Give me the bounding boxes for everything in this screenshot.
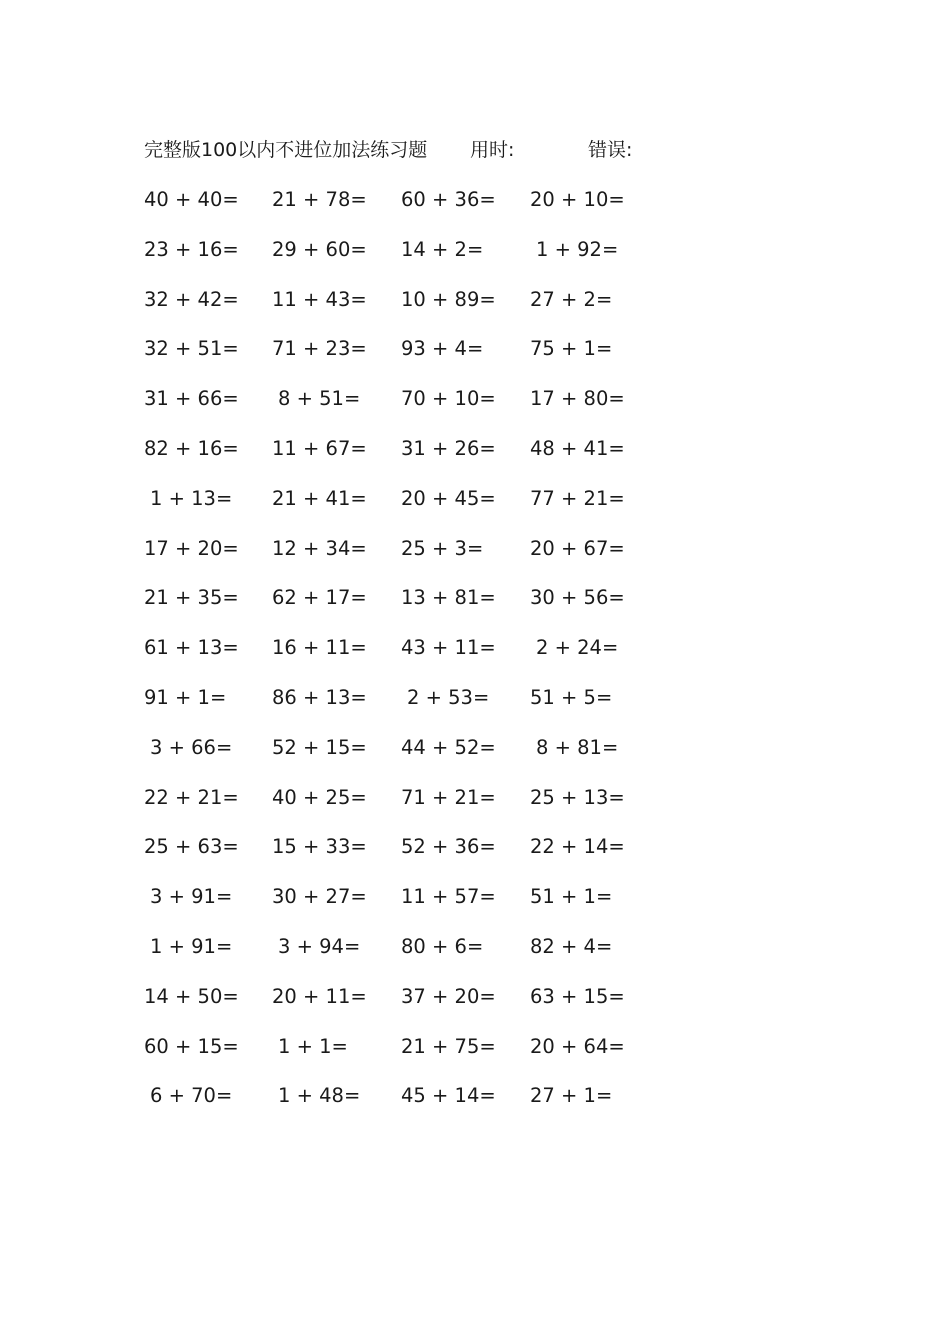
problem-item: 3 + 66= [150, 735, 233, 759]
problem-item: 27 + 1= [530, 1084, 613, 1108]
problem-item: 91 + 1= [144, 685, 227, 709]
worksheet-header [144, 136, 704, 164]
problem-item: 31 + 66= [144, 387, 239, 411]
problem-item: 51 + 1= [530, 885, 613, 909]
problem-item: 1 + 91= [150, 934, 233, 958]
problem-item: 2 + 24= [536, 636, 619, 660]
problem-item: 12 + 34= [272, 536, 367, 560]
problem-row [0, 235, 950, 285]
problem-row [0, 384, 950, 434]
problem-row [0, 185, 950, 235]
problem-item: 22 + 21= [144, 785, 239, 809]
problem-row [0, 783, 950, 833]
problem-item: 23 + 16= [144, 237, 239, 261]
problem-row [0, 932, 950, 982]
problem-item: 52 + 36= [401, 835, 496, 859]
problem-item: 1 + 13= [150, 486, 233, 510]
problem-item: 20 + 67= [530, 536, 625, 560]
problem-item: 32 + 51= [144, 337, 239, 361]
problem-item: 1 + 92= [536, 237, 619, 261]
problem-row [0, 633, 950, 683]
problem-item: 20 + 11= [272, 984, 367, 1008]
problem-item: 29 + 60= [272, 237, 367, 261]
problem-item: 22 + 14= [530, 835, 625, 859]
problem-item: 14 + 50= [144, 984, 239, 1008]
problem-row [0, 982, 950, 1032]
problem-item: 2 + 53= [407, 685, 490, 709]
problem-grid [0, 185, 950, 1131]
problem-item: 51 + 5= [530, 685, 613, 709]
problem-item: 70 + 10= [401, 387, 496, 411]
problem-row [0, 484, 950, 534]
problem-item: 25 + 63= [144, 835, 239, 859]
problem-item: 61 + 13= [144, 636, 239, 660]
problem-item: 14 + 2= [401, 237, 484, 261]
problem-row [0, 683, 950, 733]
worksheet-title: 完整版100以内不进位加法练习题 [144, 139, 428, 161]
problem-item: 44 + 52= [401, 735, 496, 759]
problem-item: 71 + 23= [272, 337, 367, 361]
problem-row [0, 1081, 950, 1131]
problem-item: 8 + 81= [536, 735, 619, 759]
problem-row [0, 882, 950, 932]
problem-item: 52 + 15= [272, 735, 367, 759]
problem-item: 16 + 11= [272, 636, 367, 660]
problem-item: 17 + 20= [144, 536, 239, 560]
problem-row [0, 1032, 950, 1082]
problem-item: 20 + 45= [401, 486, 496, 510]
problem-item: 21 + 41= [272, 486, 367, 510]
problem-item: 77 + 21= [530, 486, 625, 510]
problem-item: 48 + 41= [530, 436, 625, 460]
time-label: 用时: [470, 139, 515, 161]
problem-item: 13 + 81= [401, 586, 496, 610]
problem-item: 86 + 13= [272, 685, 367, 709]
problem-item: 15 + 33= [272, 835, 367, 859]
problem-item: 43 + 11= [401, 636, 496, 660]
problem-item: 30 + 56= [530, 586, 625, 610]
problem-row [0, 285, 950, 335]
problem-item: 75 + 1= [530, 337, 613, 361]
problem-item: 11 + 43= [272, 287, 367, 311]
problem-item: 6 + 70= [150, 1084, 233, 1108]
problem-row [0, 832, 950, 882]
errors-label: 错误: [588, 139, 633, 161]
problem-item: 82 + 16= [144, 436, 239, 460]
problem-row [0, 434, 950, 484]
problem-item: 60 + 15= [144, 1034, 239, 1058]
problem-item: 37 + 20= [401, 984, 496, 1008]
problem-item: 40 + 25= [272, 785, 367, 809]
problem-item: 30 + 27= [272, 885, 367, 909]
problem-item: 25 + 13= [530, 785, 625, 809]
problem-item: 25 + 3= [401, 536, 484, 560]
problem-item: 8 + 51= [278, 387, 361, 411]
problem-item: 62 + 17= [272, 586, 367, 610]
problem-item: 11 + 67= [272, 436, 367, 460]
problem-item: 10 + 89= [401, 287, 496, 311]
problem-item: 93 + 4= [401, 337, 484, 361]
problem-row [0, 733, 950, 783]
problem-item: 31 + 26= [401, 436, 496, 460]
problem-item: 82 + 4= [530, 934, 613, 958]
problem-row [0, 334, 950, 384]
problem-item: 1 + 1= [278, 1034, 348, 1058]
problem-item: 3 + 94= [278, 934, 361, 958]
problem-item: 1 + 48= [278, 1084, 361, 1108]
problem-item: 21 + 75= [401, 1034, 496, 1058]
problem-item: 21 + 35= [144, 586, 239, 610]
problem-row [0, 534, 950, 584]
problem-item: 60 + 36= [401, 188, 496, 211]
problem-item: 80 + 6= [401, 934, 484, 958]
problem-item: 71 + 21= [401, 785, 496, 809]
problem-item: 21 + 78= [272, 188, 367, 211]
problem-item: 11 + 57= [401, 885, 496, 909]
problem-item: 40 + 40= [144, 188, 239, 211]
problem-item: 17 + 80= [530, 387, 625, 411]
problem-item: 63 + 15= [530, 984, 625, 1008]
problem-item: 20 + 10= [530, 188, 625, 211]
problem-item: 20 + 64= [530, 1034, 625, 1058]
problem-item: 3 + 91= [150, 885, 233, 909]
problem-row [0, 583, 950, 633]
problem-item: 27 + 2= [530, 287, 613, 311]
problem-item: 32 + 42= [144, 287, 239, 311]
problem-item: 45 + 14= [401, 1084, 496, 1108]
